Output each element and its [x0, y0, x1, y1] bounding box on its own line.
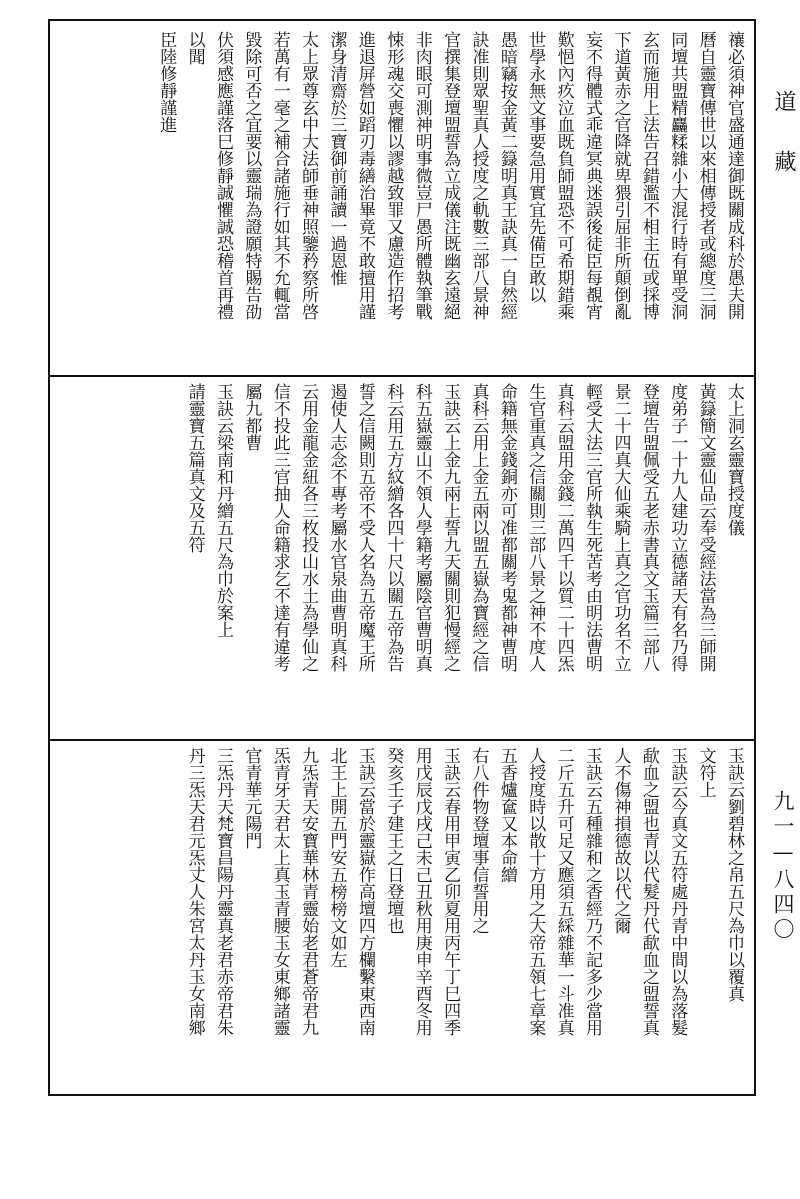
text-column: 真科云用上金五兩以盟五嶽為寶經之信: [468, 383, 489, 672]
text-column: 信不投此三官抽人命籍求乞不達有違考: [269, 383, 290, 672]
text-column: 太上洞玄靈寶授度儀: [724, 383, 744, 536]
text-section-middle: [58, 383, 748, 735]
text-column: 官青華元陽門: [241, 747, 262, 849]
text-column: 毀除可否之宜要以靈瑞為證願特賜告劭: [241, 31, 262, 320]
text-column: 歎悒內疚泣血既負師盟恐不可希期錯乘: [553, 31, 574, 320]
text-column: 玄而施用上法告召錯濫不相主伍或採博: [638, 31, 659, 320]
text-column: 伏須感應謹落巳修靜誠懼誠恐稽首再禮: [212, 31, 233, 320]
text-column: 北王上開五門安五榜榜文如左: [326, 747, 347, 968]
text-column: 世學永無文事要急用實宜先備臣敢以: [525, 31, 546, 303]
text-column: 云用金龍金紐各三枚投山水土為學仙之: [298, 383, 319, 672]
text-column: 玉訣云劉碧林之帛五尺為巾以覆真: [724, 747, 744, 1002]
text-column: 癸亥壬子建王之日登壇也: [383, 747, 404, 934]
text-column: 真科云盟用金錢二萬四千以質二十四炁: [553, 383, 574, 672]
text-column: 文符上: [695, 747, 716, 798]
text-column: 命籍無金錢銅亦可准都關考鬼都神曹明: [496, 383, 517, 672]
text-column: 悚形魂交喪懼以謬越致罪又慮造作招考: [383, 31, 404, 320]
page-frame: [48, 19, 756, 1096]
text-column: 景二十四真大仙乘騎上真之官功名不立: [610, 383, 631, 672]
text-column: 官撰集登壇盟誓為立成儀注既幽玄遠絕: [440, 31, 461, 320]
text-column: 請靈寶五篇真文及五符: [184, 383, 205, 553]
section-divider: [50, 375, 754, 377]
text-column: 玉訣云今真文五符處丹青中間以為落髮: [667, 747, 688, 1036]
text-column: 九炁青天安寶華林青靈始老君蒼帝君九: [298, 747, 319, 1036]
text-column: 臣陸修靜謹進: [156, 31, 177, 133]
text-column: 下道黃赤之官降就卑猥引屈非所顛倒亂: [610, 31, 631, 320]
text-column: 屬九都曹: [241, 383, 262, 451]
text-column: 炁青牙天君太上真玉青腰玉女東鄉諸靈: [269, 747, 290, 1036]
text-column: 以聞: [184, 31, 205, 65]
text-column: 玉訣云當於靈嶽作高壇四方欄繫東西南: [354, 747, 375, 1036]
text-column: 生官重真之信關則三部八景之神不度人: [525, 383, 546, 672]
text-column: 丹三炁天君元炁丈人朱宮太丹玉女南鄉: [184, 747, 205, 1036]
text-column: 科五嶽靈山不領人學籍考屬陰官曹明真: [411, 383, 432, 672]
text-column: 歃血之盟也青以代髮丹代歃血之盟誓真: [638, 747, 659, 1036]
text-column: 太上眾尊玄中大法師垂神照鑒矜察所啓: [298, 31, 319, 320]
text-column: 玉訣云梁南和丹繒五尺為巾於案上: [212, 383, 233, 638]
text-column: 五香爐奩又本命繒: [496, 747, 517, 883]
text-column: 登壇告盟佩受五老赤書真文玉篇三部八: [638, 383, 659, 672]
text-section-bottom: [58, 747, 748, 1087]
text-column: 玉訣云春用甲寅乙卯夏用丙午丁巳四季: [440, 747, 461, 1036]
text-column: 曆自靈寶傳世以來相傳授者或總度三洞: [695, 31, 716, 320]
text-section-top: [58, 31, 748, 371]
text-column: 若萬有一毫之補合諸施行如其不允輒當: [269, 31, 290, 320]
text-column: 妄不得體式乖違冥典迷誤後徒臣每覩宵: [582, 31, 603, 320]
text-column: 愚暗竊按金黃二籙明真王訣真一自然經: [496, 31, 517, 320]
text-column: 人不傷神損德故以代之爾: [610, 747, 631, 934]
text-column: 誓之信闕則五帝不受人名為五帝魔王所: [354, 383, 375, 672]
text-column: 玉訣云五種雜和之香經乃不記多少當用: [582, 747, 603, 1036]
text-column: 科云用五方紋繒各四十尺以關五帝為告: [383, 383, 404, 672]
text-column: 二斤五升可足又應須五綵雜華一斗准真: [553, 747, 574, 1036]
text-column: 玉訣云上金九兩上誓九天關則犯慢經之: [440, 383, 461, 672]
text-column: 右八件物登壇事信誓用之: [468, 747, 489, 934]
text-column: 潔身清齋於三寶御前誦讀一過恩惟: [326, 31, 347, 286]
text-column: 非肉眼可測神明事微豈尸愚所體執筆戰: [411, 31, 432, 320]
text-column: 遏使人志念不專考屬水官泉曲曹明真科: [326, 383, 347, 672]
text-column: 同壇共盟精麤糅雜小大混行時有單受洞: [667, 31, 688, 320]
text-column: 輕受大法三官所執生死苦考由明法曹明: [582, 383, 603, 672]
text-column: 度弟子一十九人建功立德諸天有名乃得: [667, 383, 688, 672]
text-column: 人授度時以散十方用之大帝五領七章案: [525, 747, 546, 1036]
text-column: 訣准則眾聖真人授度之軌數三部八景神: [468, 31, 489, 320]
book-title: 道藏: [771, 90, 796, 210]
text-column: 黃籙簡文靈仙品云奉受經法當為三師開: [695, 383, 716, 672]
text-column: 進退屏營如蹈刃毒繕治畢竟不敢擅用謹: [354, 31, 375, 320]
page-number: 九一—八四〇: [771, 790, 795, 943]
text-column: 用戊辰戊戌己未己丑秋用庚申辛酉冬用: [411, 747, 432, 1036]
text-column: 三炁丹天梵寶昌陽丹靈真老君赤帝君朱: [212, 747, 233, 1036]
text-column: 禳必須神官盛通達御既關成科於愚夫開: [724, 31, 744, 320]
section-divider: [50, 739, 754, 741]
